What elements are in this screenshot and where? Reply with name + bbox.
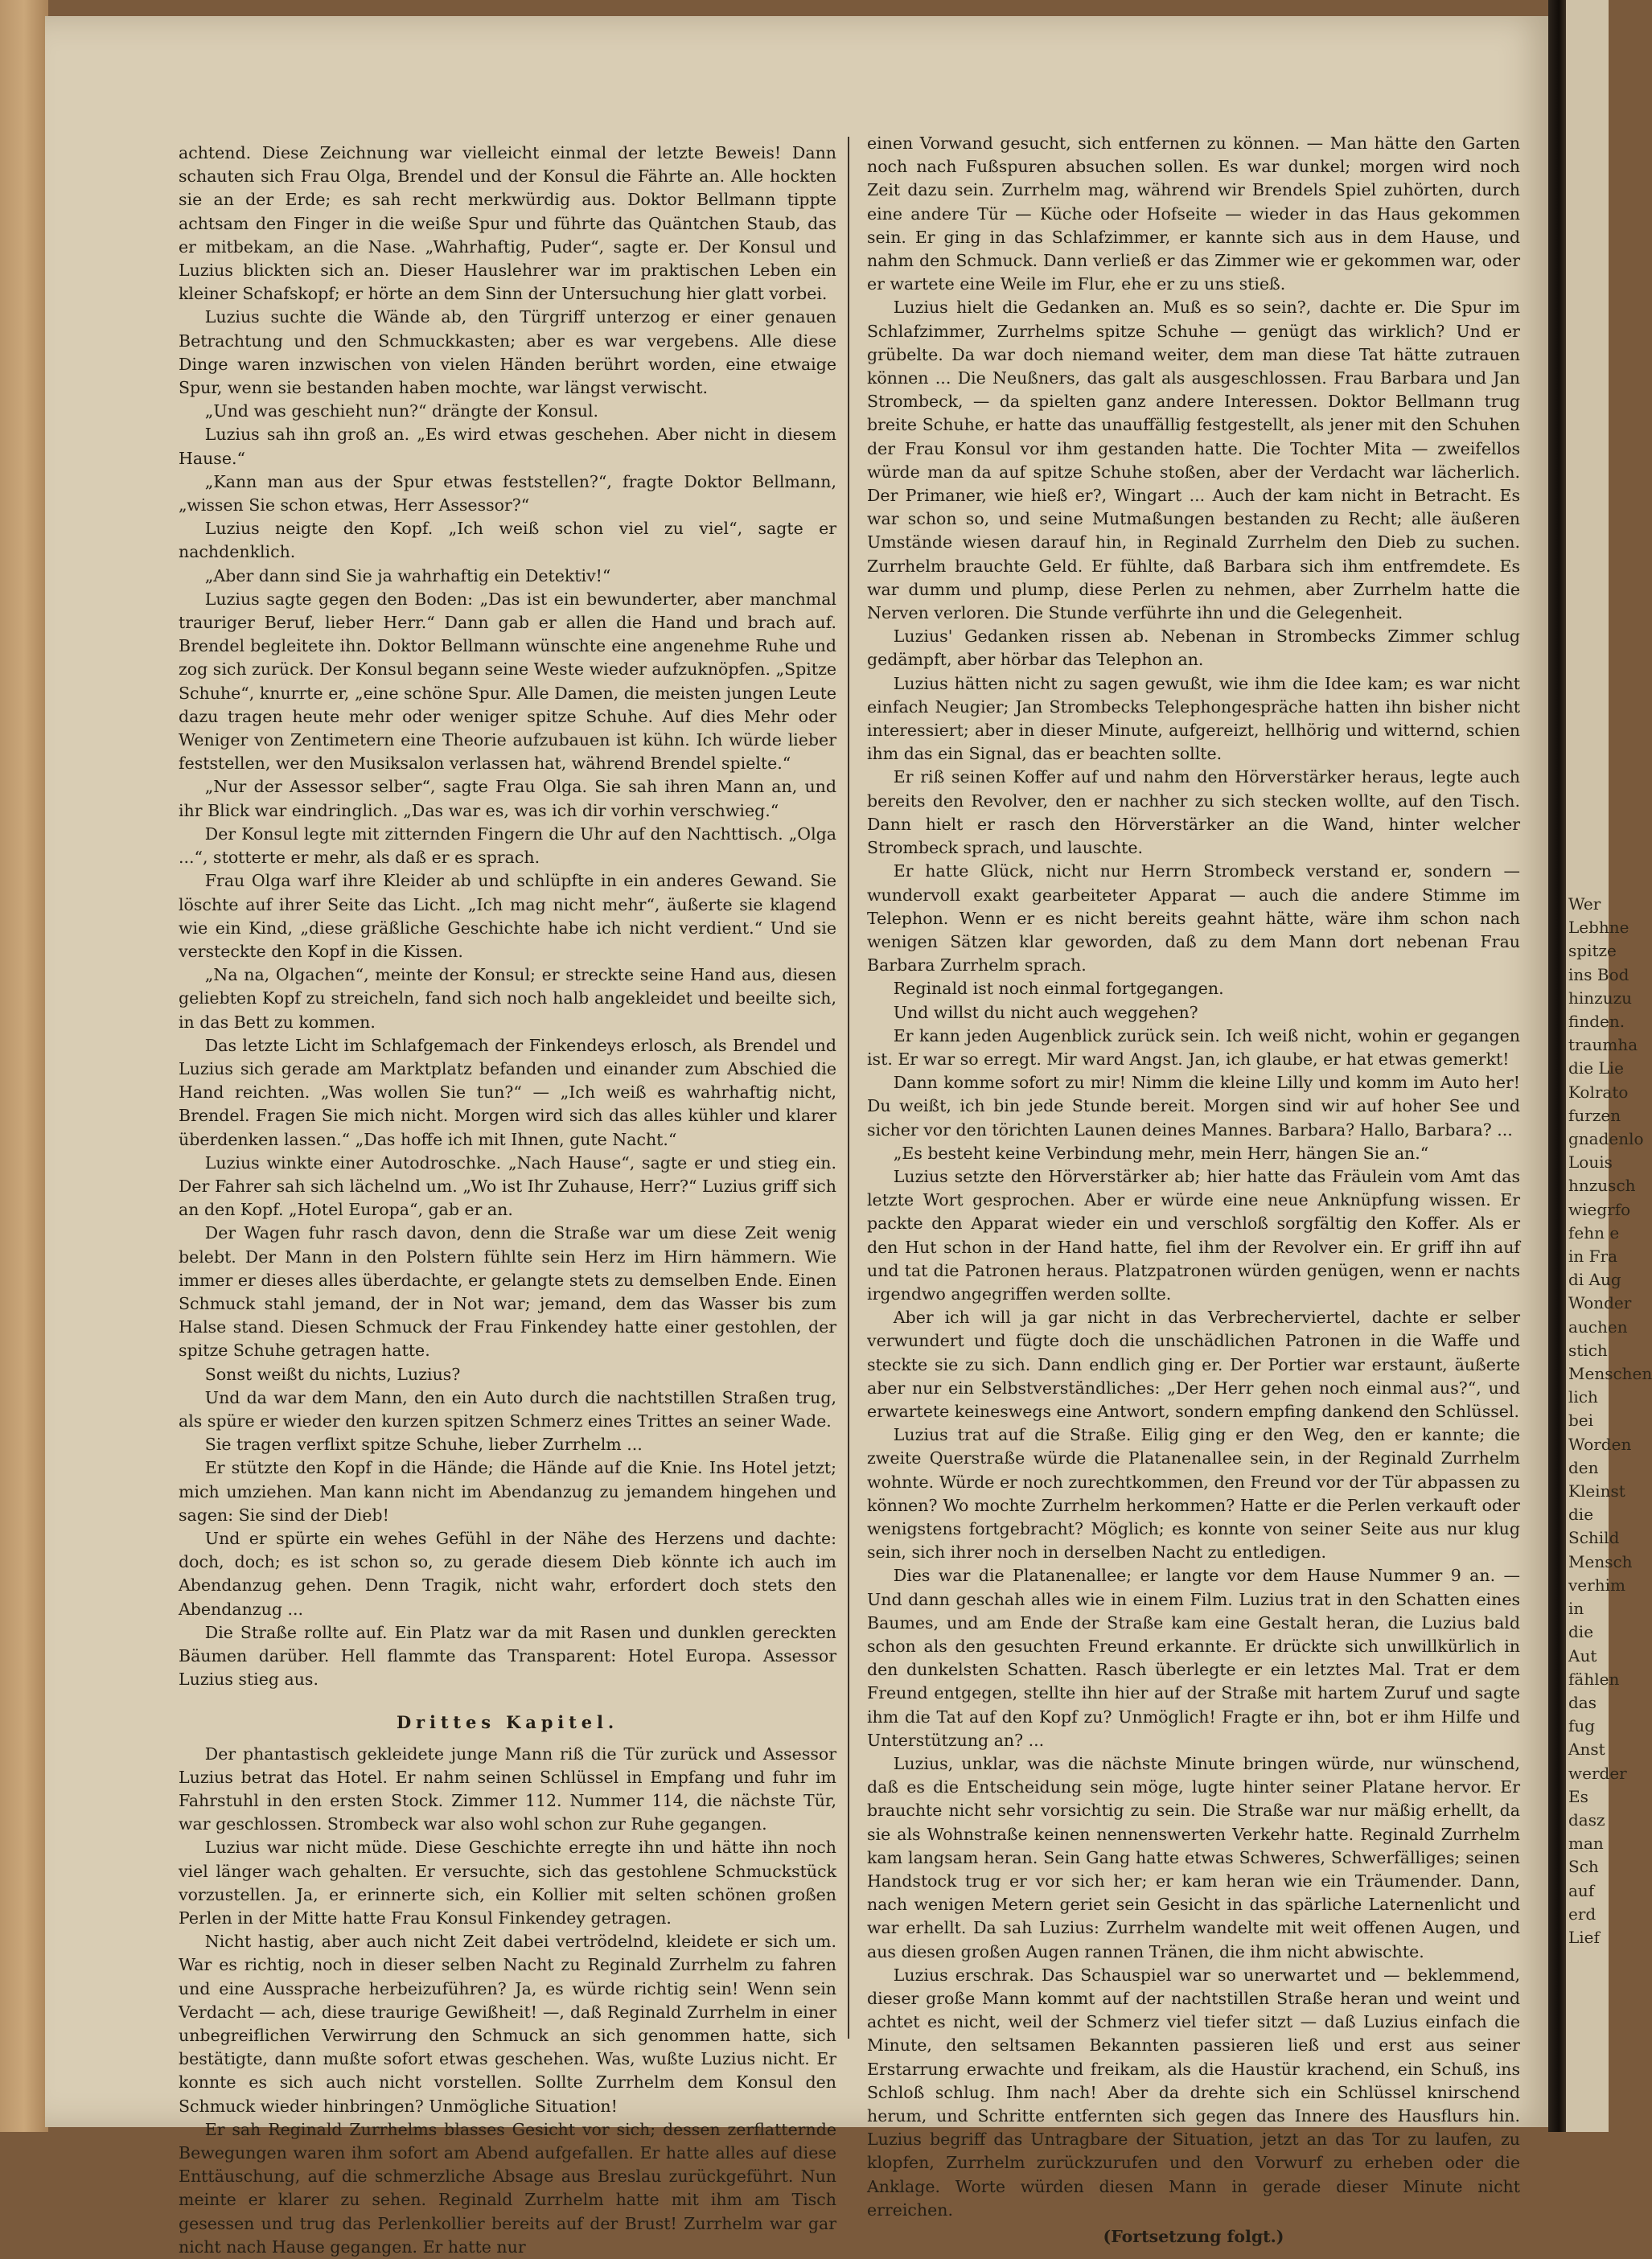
text-column-left [179,142,836,2259]
next-page-fragment: Anst [1568,1739,1605,1760]
next-page-fragment: fug [1568,1716,1596,1736]
text-column-right [867,132,1520,2249]
next-page-fragment: spitze [1568,941,1617,961]
paragraph: Reginald ist noch einmal fortgegangen. [893,979,1224,999]
paragraph: „Na na, Olgachen“, meinte der Konsul; er streckte seine Hand aus, diesen geliebten Kopf zu streicheln, fand sich noch halb angekleidet und beeilte sich, in das Bett zu kommen. [179,965,836,1032]
paragraph: Luzius setzte den Hörverstärker ab; hier hatte das Fräulein vom Amt das letzte Wort gesprochen. Aber er würde eine neue Anknüpfung wissen. Er packte den Apparat wieder ein und verschloß sorgfältig den Koffer. Als er den Hut schon in der Hand hatte, fiel ihm der Revolver ein. Er griff ihn auf und tat die Patronen heraus. Platzpatronen würden genügen, wenn er nachts irgendwo angegriffen werden sollte. [867,1166,1520,1304]
paragraph: „Aber dann sind Sie ja wahrhaftig ein Detektiv!“ [204,565,611,585]
paragraph: achtend. Diese Zeichnung war vielleicht einmal der letzte Beweis! Dann schauten sich Frau Olga, Brendel und der Konsul die Fährte an. Alle hockten sie an der Erde; es sah recht merkwürdig aus. Doktor Bellmann tippte achtsam den Finger in die weiße Spur und führte das Quäntchen Staub, das er mitbekam, an die Nase. „Wahrhaftig, Puder“, sagte er. Der Konsul und Luzius blickten sich an. Dieser Hauslehrer war im praktischen Leben ein kleiner Schafskopf; er hörte an dem Sinn der Untersuchung hier glatt vorbei. [179,143,836,304]
paragraph: Der Konsul legte mit zitternden Fingern die Uhr auf den Nachttisch. „Olga ...“, stotterte er mehr, als daß er es sprach. [179,824,836,868]
paragraph: „Es besteht keine Verbindung mehr, mein Herr, hängen Sie an.“ [893,1143,1429,1163]
paragraph: Nicht hastig, aber auch nicht Zeit dabei vertrödelnd, kleidete er sich um. War es richtig, noch in dieser selben Nacht zu Reginald Zurrhelm zu fahren und eine Aussprache herbeizuführen? Ja, es würde richtig sein! Wenn sein Verdacht — ach, diese traurige Gewißheit! —, daß Reginald Zurrhelm in einer unbegreiflichen Verwirrung den Schmuck an sich genommen hatte, sich bestätigte, dann mußte sofort etwas geschehen. Was, wußte Luzius nicht. Er konnte es sich auch nicht vorstellen. Sollte Zurrhelm dem Konsul den Schmuck wieder hinbringen? Unmögliche Situation! [179,1932,836,2116]
paragraph: Luzius, unklar, was die nächste Minute bringen würde, nur wünschend, daß es die Entscheidung sein möge, lugte hinter seiner Platane hervor. Er brauchte nicht sehr vorsichtig zu sein. Die Straße war nur mäßig erhellt, da sie als Wohnstraße keinen nennenswerten Verkehr hatte. Reginald Zurrhelm kam langsam heran. Sein Gang hatte etwas Schweres, Schwerfälliges; seinen Handstock trug er vor sich her; er kam heran wie ein Träumender. Dann, nach wenigen Metern geriet sein Gesicht in das spärliche Laternenlicht und war erhellt. Da sah Luzius: Zurrhelm wandelte mit weit offenen Augen, und aus diesen großen Augen rannen Tränen, die ihm nicht abwischte. [867,1754,1520,1961]
paragraph: Luzius neigte den Kopf. „Ich weiß schon viel zu viel“, sagte er nachdenklich. [179,519,836,562]
paragraph: Er kann jeden Augenblick zurück sein. Ich weiß nicht, wohin er gegangen ist. Er war so erregt. Mir ward Angst. Jan, ich glaube, er hat etwas gemerkt! [867,1025,1520,1069]
next-page-fragment: furzen [1568,1105,1621,1125]
next-page-fragment: finden. [1568,1012,1625,1032]
paragraph: Das letzte Licht im Schlafgemach der Finkendeys erlosch, als Brendel und Luzius sich gerade am Marktplatz befanden und einander zum Abschied die Hand reichten. „Was wollen Sie tun?“ — „Ich weiß es wahrhaftig nicht, Brendel. Fragen Sie mich nicht. Morgen wird sich das alles kühler und klarer überdenken lassen.“ „Das hoffe ich mit Ihnen, gute Nacht.“ [179,1035,836,1149]
chapter-heading: Drittes Kapitel. [396,1712,619,1733]
paragraph: „Nur der Assessor selber“, sagte Frau Olga. Sie sah ihren Mann an, und ihr Blick war eindringlich. „Das war es, was ich dir vorhin verschwieg.“ [179,777,836,820]
next-page-fragment: die [1568,1622,1594,1642]
paragraph: Der phantastisch gekleidete junge Mann riß die Tür zurück und Assessor Luzius betrat das Hotel. Er nahm seinen Schlüssel in Empfang und fuhr im Fahrstuhl in den ersten Stock. Zimmer 112. Nummer 114, die nächste Tür, war geschlossen. Strombeck war also wohl schon zur Ruhe gegangen. [179,1744,836,1834]
paragraph: Er sah Reginald Zurrhelms blasses Gesicht vor sich; dessen zerflatternde Bewegungen waren ihm sofort am Abend aufgefallen. Er hatte alles auf diese Enttäuschung, auf die schmerzliche Absage aus Breslau zurückgeführt. Nun meinte er klarer zu sehen. Reginald Zurrhelm hatte mit ihm am Tisch gesessen und trug das Perlenkollier bereits auf der Brust! Zurrhelm war gar nicht nach Hause gegangen. Er hatte nur [179,2119,836,2257]
next-page-fragment: in [1568,1599,1584,1619]
next-page-fragment: lich [1568,1387,1598,1407]
next-page-fragment: verhim [1568,1575,1625,1595]
next-page-fragment: die Lie [1568,1058,1624,1078]
paragraph: Luzius sagte gegen den Boden: „Das ist ein bewunderter, aber manchmal trauriger Beruf, lieber Herr.“ Dann gab er allen die Hand und brach auf. Brendel begleitete ihn. Doktor Bellmann wünschte eine angenehme Ruhe und zog sich zurück. Der Konsul begann seine Weste wieder aufzuknöpfen. „Spitze Schuhe“, knurrte er, „eine schöne Spur. Alle Damen, die meisten jungen Leute dazu tragen heute mehr oder weniger spitze Schuhe. Auf dies Mehr oder Weniger von Zentimetern eine Theorie aufzubauen ist kühn. Ich würde lieber feststellen, wer den Musiksalon verlassen hat, während Brendel spielte.“ [179,589,836,774]
next-page-fragment: di Aug [1568,1270,1621,1290]
next-page-fragment: fählen [1568,1669,1620,1689]
next-page-fragment: dasz [1568,1809,1605,1830]
paragraph: Luzius' Gedanken rissen ab. Nebenan in Strombecks Zimmer schlug gedämpft, aber hörbar das Telephon an. [867,626,1520,670]
next-page-fragment: Lebhne [1568,918,1629,938]
paragraph: Und willst du nicht auch weggehen? [893,1002,1198,1022]
continuation-note: (Fortsetzung folgt.) [1103,2227,1284,2247]
next-page-fragment: auf [1568,1880,1595,1900]
next-page-fragment: auchen [1568,1316,1628,1337]
next-page-fragment: Aut [1568,1645,1597,1665]
paragraph: Er stützte den Kopf in die Hände; die Hände auf die Knie. Ins Hotel jetzt; mich umziehen. Man kann nicht im Abendanzug zu jemandem hingehen und sagen: Sie sind der Dieb! [179,1458,836,1525]
paragraph: Luzius war nicht müde. Diese Geschichte erregte ihn und hätte ihn noch viel länger wach gehalten. Er versuchte, sich das gestohlene Schmuckstück vorzustellen. Ja, er erinnerte sich, ein Kollier mit selten schönen großen Perlen in der Mitte hatte Frau Konsul Finkendey getragen. [179,1838,836,1928]
next-page-fragment: gnadenlo [1568,1129,1644,1149]
paragraph: Luzius hielt die Gedanken an. Muß es so sein?, dachte er. Die Spur im Schlafzimmer, Zurrhelms spitze Schuhe — genügt das wirklich? Und er grübelte. Da war doch niemand weiter, dem man diese Tat hätte zutrauen können ... Die Neußners, das galt als ausgeschlossen. Frau Barbara und Jan Strombeck, — da spielten ganz andere Interessen. Doktor Bellmann trug breite Schuhe, er hatte das unauffällig festgestellt, als jener mit den Schuhen der Frau Konsul vor ihm gestanden hatte. Die Tochter Mita — zweifellos würde man da auf spitze Schuhe stoßen, aber der Verdacht war lächerlich. Der Primaner, wie hieß er?, Wingart ... Auch der kam nicht in Betracht. Es war schon so, und seine Mutmaßungen bestanden zu Recht; alle äußeren Umstände wiesen darauf hin, in Reginald Zurrhelm den Dieb zu suchen. Zurrhelm brauchte Geld. Er fühlte, daß Barbara sich ihm entfremdete. Es war dumm und plump, diese Perlen zu nehmen, aber Zurrhelm hatte die Nerven verloren. Die Stunde verführte ihn und die Gelegenheit. [867,298,1520,623]
paragraph: Dann komme sofort zu mir! Nimm die kleine Lilly und komm im Auto her! Du weißt, ich bin jede Stunde bereit. Morgen sind wir auf hoher See und sicher vor den törichten Launen deines Mannes. Barbara? Hallo, Barbara? ... [867,1073,1520,1140]
paragraph: Dies war die Platanenallee; er langte vor dem Hause Nummer 9 an. — Und dann geschah alles wie in einem Film. Luzius trat in den Schatten eines Baumes, und am Ende der Straße kam eine Gestalt heran, die Luzius bald schon als den gesuchten Freund erkannte. Er drückte sich unwillkürlich in den dunkelsten Schatten. Rasch überlegte er ein letztes Mal. Trat er dem Freund entgegen, stellte ihn hier auf der Straße mit hartem Zuruf und sagte ihm die Tat auf den Kopf zu? Unmöglich! Fragte er ihn, bot er ihm Hilfe und Unterstützung an? ... [867,1566,1520,1750]
next-page-fragment: stich [1568,1340,1608,1360]
paragraph: Und da war dem Mann, den ein Auto durch die nachtstillen Straßen trug, als spüre er wieder den kurzen spitzen Schmerz eines Trittes an seiner Wade. [179,1387,836,1431]
next-page-fragment: Es [1568,1786,1588,1806]
next-page-fragment: Kleinst [1568,1481,1625,1501]
paragraph: Und er spürte ein wehes Gefühl in der Nähe des Herzens und dachte: doch, doch; es ist schon so, zu gerade diesem Dieb könnte ich auch im Abendanzug gehen. Denn Tragik, nicht wahr, erfordert doch stets den Abendanzug ... [179,1528,836,1619]
paragraph: Die Straße rollte auf. Ein Platz war da mit Rasen und dunklen gereckten Bäumen darüber. Hell flammte das Transparent: Hotel Europa. Assessor Luzius stieg aus. [179,1622,836,1690]
book-binding [0,0,48,2132]
next-page-fragment: das [1568,1692,1597,1712]
paragraph: Luzius suchte die Wände ab, den Türgriff unterzog er einer genauen Betrachtung und den Schmuckkasten; aber es war vergebens. Alle diese Dinge waren inzwischen von vielen Händen berührt worden, eine etwaige Spur, wenn sie bestanden haben mochte, war längst verwischt. [179,307,836,398]
next-page-fragment: Schild [1568,1528,1620,1548]
paragraph: Luzius hätten nicht zu sagen gewußt, wie ihm die Idee kam; es war nicht einfach Neugier; Jan Strombecks Telephongespräche hatten ihn bisher nicht interessiert; aber in dieser Minute, aufgereizt, hellhörig und witternd, schien ihm das ein Signal, das er beachten sollte. [867,673,1520,764]
next-page-fragment: Wer [1568,894,1601,914]
paragraph: „Kann man aus der Spur etwas feststellen?“, fragte Doktor Bellmann, „wissen Sie schon etwas, Herr Assessor?“ [179,471,836,515]
paragraph: Sonst weißt du nichts, Luzius? [204,1364,461,1384]
next-page-fragment: hinzuzu [1568,988,1632,1008]
next-page-fragment: Mensch [1568,1551,1633,1571]
next-page-fragment: hnzusch [1568,1176,1636,1196]
paragraph: Luzius erschrak. Das Schauspiel war so unerwartet und — beklemmend, dieser große Mann kommt auf der nachtstillen Straße heran und weint und achtet es nicht, weil der Schmerz viel tiefer sitzt — daß Luzius einfach die Minute, den seltsamen Bekannten passieren ließ und erst aus seiner Erstarrung erwachte und freikam, als die Haustür krachend, ein Schuß, ins Schloß schlug. Ihm nach! Aber da drehte sich ein Schlüssel knirschend herum, und Schritte entfernten sich gegen das Innere des Hausflurs hin. Luzius begriff das Untragbare der Situation, jetzt an das Tor zu laufen, zu klopfen, Zurrhelm zurückzurufen und den Vorwurf zu erheben oder die Anklage. Worte würden diesen Mann in gerade dieser Minute nicht erreichen. [867,1965,1520,2220]
paragraph: Luzius sah ihn groß an. „Es wird etwas geschehen. Aber nicht in diesem Hause.“ [179,425,836,468]
paragraph: Luzius winkte einer Autodroschke. „Nach Hause“, sagte er und stieg ein. Der Fahrer sah sich lächelnd um. „Wo ist Ihr Zuhause, Herr?“ Luzius griff sich an den Kopf. „Hotel Europa“, gab er an. [179,1152,836,1220]
column-divider [848,137,849,2039]
next-page-fragment: Kolrato [1568,1082,1629,1102]
next-page-fragment: Sch [1568,1857,1599,1877]
next-page-fragment: bei [1568,1411,1594,1431]
page-gutter [1548,0,1566,2132]
paragraph: einen Vorwand gesucht, sich entfernen zu können. — Man hätte den Garten noch nach Fußspuren absuchen sollen. Es war dunkel; morgen wird noch Zeit dazu sein. Zurrhelm mag, während wir Brendels Spiel zuhörten, durch eine andere Tür — Küche oder Hofseite — wieder in das Haus gekommen sein. Er ging in das Schlafzimmer, er kannte sich aus in dem Hause, und nahm den Schmuck. Dann verließ er das Zimmer wie er gekommen war, oder er wartete eine Weile im Flur, ehe er zu uns stieß. [867,133,1520,294]
paragraph: Sie tragen verflixt spitze Schuhe, lieber Zurrhelm ... [204,1435,643,1455]
paragraph: „Und was geschieht nun?“ drängte der Konsul. [204,401,599,421]
next-page-fragment: traumha [1568,1035,1638,1055]
next-page-fragment: werder [1568,1763,1627,1783]
next-page-fragment: erd [1568,1904,1597,1924]
next-page-fragment: Wonder [1568,1293,1632,1313]
next-page-fragment: die [1568,1505,1594,1525]
paragraph: Der Wagen fuhr rasch davon, denn die Straße war um diese Zeit wenig belebt. Der Mann in den Polstern fühlte sein Herz im Hirn hämmern. Wie immer er dieses alles überdachte, er gelangte stets zu demselben Ende. Einen Schmuck stahl jemand, der in Not war; jemand, dem das Wasser bis zum Halse stand. Diesen Schmuck der Frau Finkendey hatte einer gestohlen, der spitze Schuhe getragen hatte. [179,1223,836,1361]
next-page-fragment: Lief [1568,1927,1600,1947]
next-page-fragment: in Fra [1568,1247,1617,1267]
next-page-fragment: ins Bod [1568,964,1629,984]
paragraph: Luzius trat auf die Straße. Eilig ging er den Weg, den er kannte; die zweite Querstraße würde die Platanenallee sein, in der Reginald Zurrhelm wohnte. Würde er noch zurechtkommen, den Freund vor der Tür abpassen zu können? Wo mochte Zurrhelm herkommen? Hatte er die Perlen verkauft oder wenigstens fortgebracht? Möglich; es konnte von seiner Seite aus nur klug sein, sich ihrer noch in derselben Nacht zu entledigen. [867,1425,1520,1563]
paragraph: Frau Olga warf ihre Kleider ab und schlüpfte in ein anderes Gewand. Sie löschte auf ihrer Seite das Licht. „Ich mag nicht mehr“, äußerte sie klagend wie ein Kind, „diese gräßliche Geschichte habe ich nicht verdient.“ Und sie versteckte den Kopf in die Kissen. [179,871,836,961]
next-page-text-fragments [1568,893,1652,1949]
next-page-edge [1566,0,1652,2132]
next-page-fragment: wiegrfo [1568,1199,1631,1219]
paragraph: Er hatte Glück, nicht nur Herrn Strombeck verstand er, sondern — wundervoll exakt gearbeiteter Apparat — auch die andere Stimme im Telephon. Wenn er es nicht bereits geahnt hätte, wäre ihm schon nach wenigen Sätzen klar geworden, daß zu dem Mann dort nebenan Frau Barbara Zurrhelm sprach. [867,861,1520,975]
next-page-fragment: den [1568,1457,1599,1477]
next-page-fragment: Louis [1568,1152,1613,1173]
next-page-fragment: man [1568,1834,1604,1854]
next-page-fragment: Worden [1568,1434,1632,1454]
next-page-fragment: Menschen [1568,1364,1652,1384]
paragraph: Aber ich will ja gar nicht in das Verbrecherviertel, dachte er selber verwundert und fügte doch die unschädlichen Patronen in die Waffe und steckte sie zu sich. Dann endlich ging er. Der Portier war erstaunt, äußerte aber nur ein Selbstverständliches: „Der Herr gehen noch einmal aus?“, und erwartete keineswegs eine Antwort, sondern empfing dankend den Schlüssel. [867,1308,1520,1421]
next-page-fragment: fehn e [1568,1222,1620,1242]
paragraph: Er riß seinen Koffer auf und nahm den Hörverstärker heraus, legte auch bereits den Revolver, den er nachher zu sich stecken wollte, auf den Tisch. Dann hielt er rasch den Hörverstärker an die Wand, hinter welcher Strombeck sprach, und lauschte. [867,767,1520,858]
